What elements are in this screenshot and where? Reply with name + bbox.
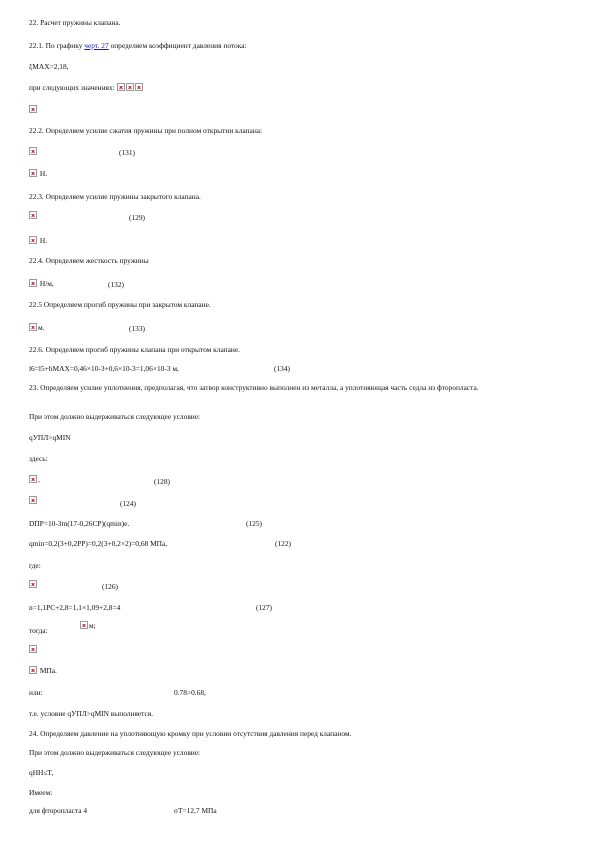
- broken-image-icon: [29, 580, 37, 588]
- unit-newton: Н.: [39, 236, 48, 245]
- broken-image-icon: [135, 83, 143, 91]
- values-label: при следующих значениях:: [29, 83, 115, 92]
- section-22-6: 22.6. Определяем прогиб пружины клапана при открытом клапане.: [29, 345, 240, 354]
- section-22-4: 22.4. Определяем жесткость пружины: [29, 256, 149, 265]
- xi-max-value: ξMAX=2,18,: [29, 62, 69, 71]
- broken-image-icon: [29, 169, 37, 177]
- then-label: тогда:: [29, 626, 48, 635]
- broken-image-icon: [29, 496, 37, 504]
- formula-image-row-2: [29, 645, 38, 654]
- formula-132-row: [29, 279, 54, 288]
- chart-27-link[interactable]: черт. 27: [84, 41, 109, 50]
- broken-image-icon: [29, 475, 37, 483]
- formula-image-row: [29, 105, 38, 114]
- formula-129-row: [29, 211, 38, 220]
- unit-meter: м;: [89, 621, 96, 630]
- formula-131-row: [29, 147, 38, 156]
- equation-number-131: (131): [119, 148, 136, 157]
- section-23: 23. Определяем усилие уплотнения, предполагая, что затвор конструктивно выполнен из металла, а уплотняющая часть седла из фторопласта.: [29, 383, 479, 392]
- condition-pressure: qНН≤T,: [29, 768, 54, 777]
- equation-number-126: (126): [102, 582, 119, 591]
- equation-number-122: (122): [275, 539, 292, 548]
- broken-image-icon: [29, 279, 37, 287]
- equation-number-133: (133): [129, 324, 146, 333]
- equation-number-127: (127): [256, 603, 273, 612]
- fluoroplastic-label: для фторопласта 4: [29, 806, 88, 815]
- equation-number-129: (129): [129, 213, 146, 222]
- equation-number-128: (128): [154, 477, 171, 486]
- broken-image-icon: [126, 83, 134, 91]
- broken-image-icon: [29, 323, 37, 331]
- formula-122: qmin=0,2(3+0,2РР)=0,2(3+0,2×2)=0,68 МПа,: [29, 539, 168, 548]
- unit-newton: Н.: [39, 169, 48, 178]
- condition-intro-2: При этом должно выдерживаться следующее условие:: [29, 748, 201, 757]
- line-22-1-post: определяем коэффициент давления потока:: [108, 41, 247, 50]
- result-newton-1: [29, 169, 47, 178]
- condition-intro-1: При этом должно выдерживаться следующее условие:: [29, 412, 201, 421]
- line-22-1: [29, 41, 247, 50]
- have-label: Имеем:: [29, 788, 53, 797]
- section-22-5: 22.5 Определяем прогиб пружины при закрытом клапане.: [29, 300, 211, 309]
- section-24: 24. Определяем давление на уплотняющую кромку при условии отсутствия давления перед клапаном.: [29, 729, 352, 738]
- broken-image-icon: [29, 666, 37, 674]
- equation-number-125: (125): [246, 519, 263, 528]
- section-22-heading: 22. Расчет пружины клапана.: [29, 18, 121, 27]
- formula-124-row: [29, 496, 38, 505]
- here-label: здесь:: [29, 454, 48, 463]
- unit-n-per-m: Н/м,: [39, 279, 54, 288]
- broken-image-icon: [29, 645, 37, 653]
- values-line: [29, 83, 144, 92]
- condition-fulfilled: т.е. условие qУПЛ>qMIN выполняется.: [29, 709, 153, 718]
- formula-128-row: ,: [29, 475, 40, 484]
- formula-125: DПР=10-3m(17-0,26CP)(qmin)e.: [29, 519, 130, 528]
- broken-image-icon: [29, 147, 37, 155]
- broken-image-icon: [29, 236, 37, 244]
- result-newton-2: [29, 236, 47, 245]
- formula-126-row: [29, 580, 38, 589]
- broken-image-icon: [29, 211, 37, 219]
- condition-seal: qУПЛ>qMIN: [29, 433, 71, 442]
- formula-134: l6=l5+hMAX=0,46×10-3+0,6×10-3=1,06×10-3 м,: [29, 364, 179, 373]
- where-label: где:: [29, 561, 41, 570]
- formula-127: n=1,1PC+2,8=1,1×1,09+2,8=4: [29, 603, 121, 612]
- broken-image-icon: [29, 105, 37, 113]
- broken-image-icon: [117, 83, 125, 91]
- yield-stress-value: σT=12,7 МПа: [174, 806, 217, 815]
- comparison-value: 0.78>0.68,: [174, 688, 206, 697]
- equation-number-124: (124): [120, 499, 137, 508]
- formula-133-row: [29, 323, 45, 332]
- section-22-2: 22.2. Определяем усилие сжатия пружины при полном открытии клапана:: [29, 126, 263, 135]
- section-22-3: 22.3. Определяем усилие пружины закрытого клапана.: [29, 192, 201, 201]
- equation-number-132: (132): [108, 280, 125, 289]
- unit-mpa: МПа.: [39, 666, 57, 675]
- line-22-1-pre: 22.1. По графику: [29, 41, 85, 50]
- equation-number-134: (134): [274, 364, 291, 373]
- or-label: или:: [29, 688, 43, 697]
- result-mpa: [29, 666, 57, 675]
- broken-image-icon: [80, 621, 88, 629]
- unit-meter: м.: [38, 323, 45, 332]
- then-formula: [80, 621, 96, 630]
